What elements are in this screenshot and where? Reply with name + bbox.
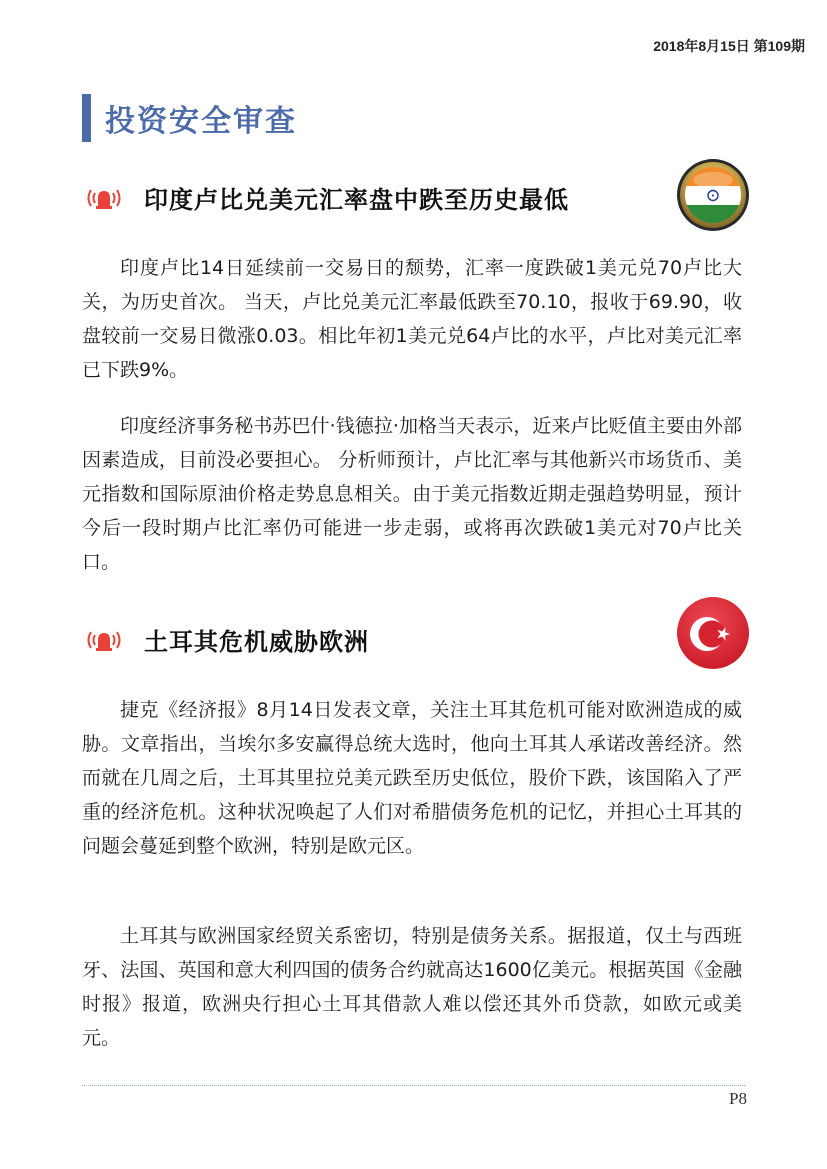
alarm-icon <box>82 626 126 654</box>
article-1-paragraph-2: 印度经济事务秘书苏巴什·钱德拉·加格当天表示，近来卢比贬值主要由外部因素造成，目前没必要担心。 分析师预计，卢比汇率与其他新兴市场货币、美元指数和国际原油价格走势息息相关。由于美元指数近期走强趋势明显，预计今后一段时期卢比汇率仍可能进一步走弱，或将再次跌破1美元对70卢比关口。 <box>82 415 742 573</box>
section-heading <box>82 94 297 142</box>
footer-divider <box>82 1085 745 1086</box>
alarm-icon <box>82 184 126 212</box>
article-2-title: 土耳其危机威胁欧洲 <box>144 628 369 656</box>
article-2-paragraph-2: 土耳其与欧洲国家经贸关系密切，特别是债务关系。据报道，仅土与西班牙、法国、英国和意大利四国的债务合约就高达1600亿美元。根据英国《金融时报》报道，欧洲央行担心土耳其借款人难以偿还其外币贷款，如欧元或美元。 <box>82 925 742 1049</box>
article-1-heading <box>82 180 569 215</box>
section-accent-bar <box>82 94 91 142</box>
article-2-paragraph-1: 捷克《经济报》8月14日发表文章，关注土耳其危机可能对欧洲造成的威胁。文章指出，当埃尔多安赢得总统大选时，他向土耳其人承诺改善经济。然而就在几周之后，土耳其里拉兑美元跌至历史低位，股价下跌，该国陷入了严重的经济危机。这种状况唤起了人们对希腊债务危机的记忆，并担心土耳其的问题会蔓延到整个欧洲，特别是欧元区。 <box>82 699 742 857</box>
article-1-title: 印度卢比兑美元汇率盘中跌至历史最低 <box>144 186 569 214</box>
article-2-heading <box>82 622 369 657</box>
turkey-flag-icon <box>676 596 750 670</box>
page-number: P8 <box>729 1089 747 1108</box>
article-1-paragraph-1: 印度卢比14日延续前一交易日的颓势，汇率一度跌破1美元兑70卢比大关，为历史首次。 当天，卢比兑美元汇率最低跌至70.10，报收于69.90，收盘较前一交易日微涨0.03。相比年初1美元兑64卢比的水平，卢比对美元汇率已下跌9%。 <box>82 257 742 381</box>
issue-date: 2018年8月15日 第109期 <box>653 38 805 54</box>
section-title: 投资安全审查 <box>105 104 297 139</box>
india-flag-icon <box>676 158 750 232</box>
